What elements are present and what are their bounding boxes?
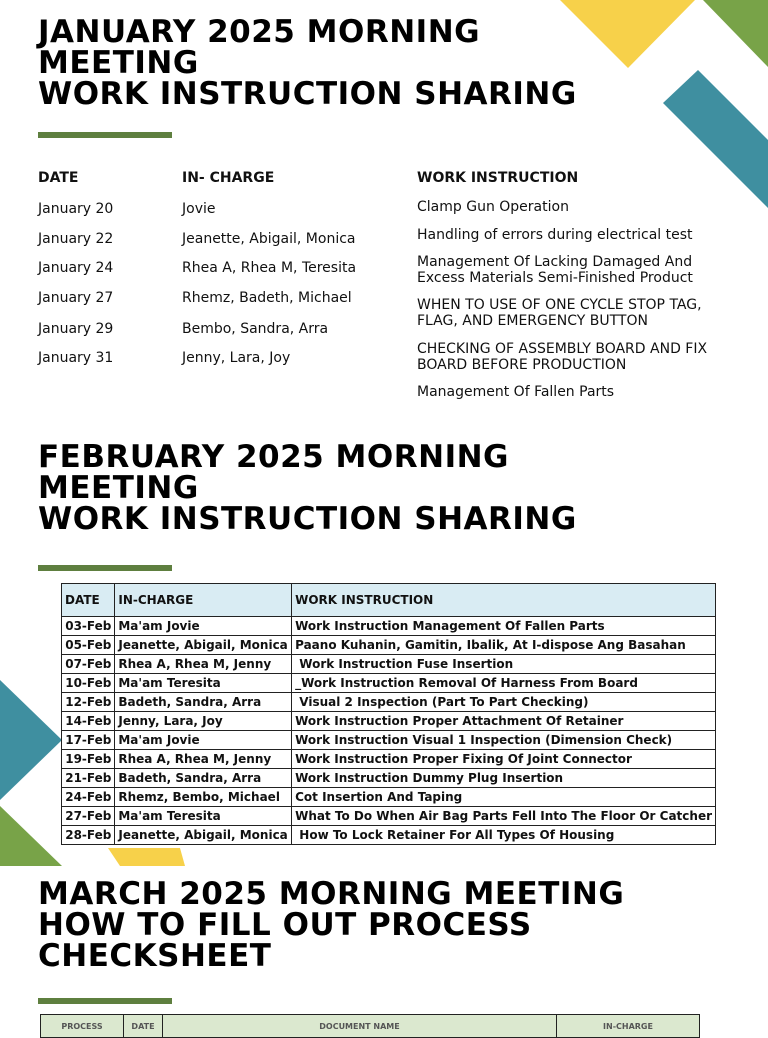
instruction-line: CHECKING OF ASSEMBLY BOARD AND FIX bbox=[417, 341, 708, 357]
january-instruction bbox=[417, 199, 569, 215]
row-instruction: Work Instruction Fuse Insertion bbox=[292, 655, 716, 674]
january-incharge: Jeanette, Abigail, Monica bbox=[182, 231, 356, 247]
january-incharge: Jovie bbox=[182, 201, 216, 217]
february-divider bbox=[38, 565, 172, 571]
january-incharge: Jenny, Lara, Joy bbox=[182, 350, 291, 366]
march-divider bbox=[38, 998, 172, 1004]
table-row bbox=[62, 693, 716, 712]
january-instruction bbox=[417, 341, 707, 373]
row-instruction: Visual 2 Inspection (Part To Part Checking) bbox=[292, 693, 716, 712]
row-incharge: Jeanette, Abigail, Monica bbox=[115, 826, 292, 845]
instruction-column-header: WORK INSTRUCTION bbox=[292, 584, 716, 617]
yellow-triangle-top bbox=[560, 0, 695, 68]
february-title-line1: FEBRUARY 2025 MORNING bbox=[38, 439, 509, 475]
february-title-line3: WORK INSTRUCTION SHARING bbox=[38, 501, 577, 537]
row-instruction: Work Instruction Proper Fixing Of Joint Connector bbox=[292, 750, 716, 769]
row-instruction: _Work Instruction Removal Of Harness From Board bbox=[292, 674, 716, 693]
green-triangle-top bbox=[703, 0, 768, 67]
row-incharge: Rhea A, Rhea M, Jenny bbox=[115, 655, 292, 674]
instruction-line: Handling of errors during electrical test bbox=[417, 227, 693, 243]
date-column-header: DATE bbox=[62, 584, 115, 617]
teal-band-top bbox=[663, 70, 768, 208]
january-incharge: Rhemz, Badeth, Michael bbox=[182, 290, 352, 306]
row-date: 07-Feb bbox=[62, 655, 115, 674]
row-instruction: Cot Insertion And Taping bbox=[292, 788, 716, 807]
january-date: January 27 bbox=[38, 290, 114, 306]
process-column-header: PROCESS bbox=[41, 1015, 124, 1038]
row-incharge: Ma'am Teresita bbox=[115, 674, 292, 693]
table-row bbox=[62, 769, 716, 788]
instruction-line: BOARD BEFORE PRODUCTION bbox=[417, 357, 627, 373]
february-table bbox=[61, 583, 716, 845]
row-date: 05-Feb bbox=[62, 636, 115, 655]
january-divider bbox=[38, 132, 172, 138]
february-title bbox=[38, 439, 577, 537]
january-date-header: DATE bbox=[38, 170, 79, 186]
row-instruction: Work Instruction Management Of Fallen Parts bbox=[292, 617, 716, 636]
march-title bbox=[38, 876, 625, 974]
row-date: 17-Feb bbox=[62, 731, 115, 750]
instruction-line: Excess Materials Semi-Finished Product bbox=[417, 270, 693, 286]
row-incharge: Ma'am Teresita bbox=[115, 807, 292, 826]
january-instruction bbox=[417, 384, 614, 400]
row-date: 19-Feb bbox=[62, 750, 115, 769]
row-instruction: What To Do When Air Bag Parts Fell Into The Floor Or Catcher bbox=[292, 807, 716, 826]
table-row bbox=[62, 807, 716, 826]
table-row bbox=[62, 750, 716, 769]
row-incharge: Jeanette, Abigail, Monica bbox=[115, 636, 292, 655]
row-instruction: Work Instruction Dummy Plug Insertion bbox=[292, 769, 716, 788]
instruction-line: Management Of Lacking Damaged And bbox=[417, 254, 693, 270]
january-incharge: Bembo, Sandra, Arra bbox=[182, 321, 329, 337]
table-row bbox=[62, 617, 716, 636]
row-instruction: Work Instruction Visual 1 Inspection (Dimension Check) bbox=[292, 731, 716, 750]
green-triangle-left bbox=[0, 806, 62, 866]
teal-triangle-left bbox=[0, 680, 62, 800]
document-column-header: DOCUMENT NAME bbox=[163, 1015, 557, 1038]
january-date: January 20 bbox=[38, 201, 114, 217]
row-date: 28-Feb bbox=[62, 826, 115, 845]
january-incharge: Rhea A, Rhea M, Teresita bbox=[182, 260, 357, 276]
table-row bbox=[62, 788, 716, 807]
instruction-line: Management Of Fallen Parts bbox=[417, 384, 615, 400]
row-incharge: Rhea A, Rhea M, Jenny bbox=[115, 750, 292, 769]
table-row bbox=[62, 674, 716, 693]
february-title-line2: MEETING bbox=[38, 470, 199, 506]
january-date: January 22 bbox=[38, 231, 114, 247]
incharge-column-header: IN-CHARGE bbox=[557, 1015, 700, 1038]
date-column-header: DATE bbox=[124, 1015, 163, 1038]
row-date: 21-Feb bbox=[62, 769, 115, 788]
yellow-triangle-left bbox=[108, 848, 185, 866]
march-title-line2: HOW TO FILL OUT PROCESS bbox=[38, 907, 532, 943]
table-header-row bbox=[62, 584, 716, 617]
row-incharge: Ma'am Jovie bbox=[115, 731, 292, 750]
table-row bbox=[62, 636, 716, 655]
january-date: January 31 bbox=[38, 350, 114, 366]
table-row bbox=[62, 655, 716, 674]
january-title-line2: MEETING bbox=[38, 45, 199, 81]
table-row bbox=[62, 826, 716, 845]
january-title-line1: JANUARY 2025 MORNING bbox=[38, 14, 481, 50]
table-row bbox=[62, 731, 716, 750]
row-incharge: Badeth, Sandra, Arra bbox=[115, 693, 292, 712]
instruction-line: WHEN TO USE OF ONE CYCLE STOP TAG, bbox=[417, 297, 702, 313]
instruction-line: Clamp Gun Operation bbox=[417, 199, 569, 215]
row-date: 14-Feb bbox=[62, 712, 115, 731]
row-instruction: Paano Kuhanin, Gamitin, Ibalik, At I-dispose Ang Basahan bbox=[292, 636, 716, 655]
incharge-column-header: IN-CHARGE bbox=[115, 584, 292, 617]
january-instruction bbox=[417, 227, 693, 243]
march-title-line3: CHECKSHEET bbox=[38, 938, 272, 974]
january-instruction bbox=[417, 297, 702, 329]
row-incharge: Ma'am Jovie bbox=[115, 617, 292, 636]
row-incharge: Badeth, Sandra, Arra bbox=[115, 769, 292, 788]
january-incharge-header: IN- CHARGE bbox=[182, 170, 275, 186]
table-row bbox=[62, 712, 716, 731]
january-instruction-header: WORK INSTRUCTION bbox=[417, 170, 579, 186]
row-date: 12-Feb bbox=[62, 693, 115, 712]
row-date: 10-Feb bbox=[62, 674, 115, 693]
row-date: 27-Feb bbox=[62, 807, 115, 826]
table-header-row bbox=[41, 1015, 700, 1038]
january-date: January 29 bbox=[38, 321, 114, 337]
march-table bbox=[40, 1014, 700, 1038]
january-title bbox=[38, 14, 577, 112]
row-incharge: Rhemz, Bembo, Michael bbox=[115, 788, 292, 807]
january-date: January 24 bbox=[38, 260, 114, 276]
row-instruction: How To Lock Retainer For All Types Of Housing bbox=[292, 826, 716, 845]
row-instruction: Work Instruction Proper Attachment Of Retainer bbox=[292, 712, 716, 731]
row-incharge: Jenny, Lara, Joy bbox=[115, 712, 292, 731]
march-title-line1: MARCH 2025 MORNING MEETING bbox=[38, 876, 625, 912]
row-date: 03-Feb bbox=[62, 617, 115, 636]
row-date: 24-Feb bbox=[62, 788, 115, 807]
instruction-line: FLAG, AND EMERGENCY BUTTON bbox=[417, 313, 648, 329]
january-title-line3: WORK INSTRUCTION SHARING bbox=[38, 76, 577, 112]
january-instruction bbox=[417, 254, 693, 286]
